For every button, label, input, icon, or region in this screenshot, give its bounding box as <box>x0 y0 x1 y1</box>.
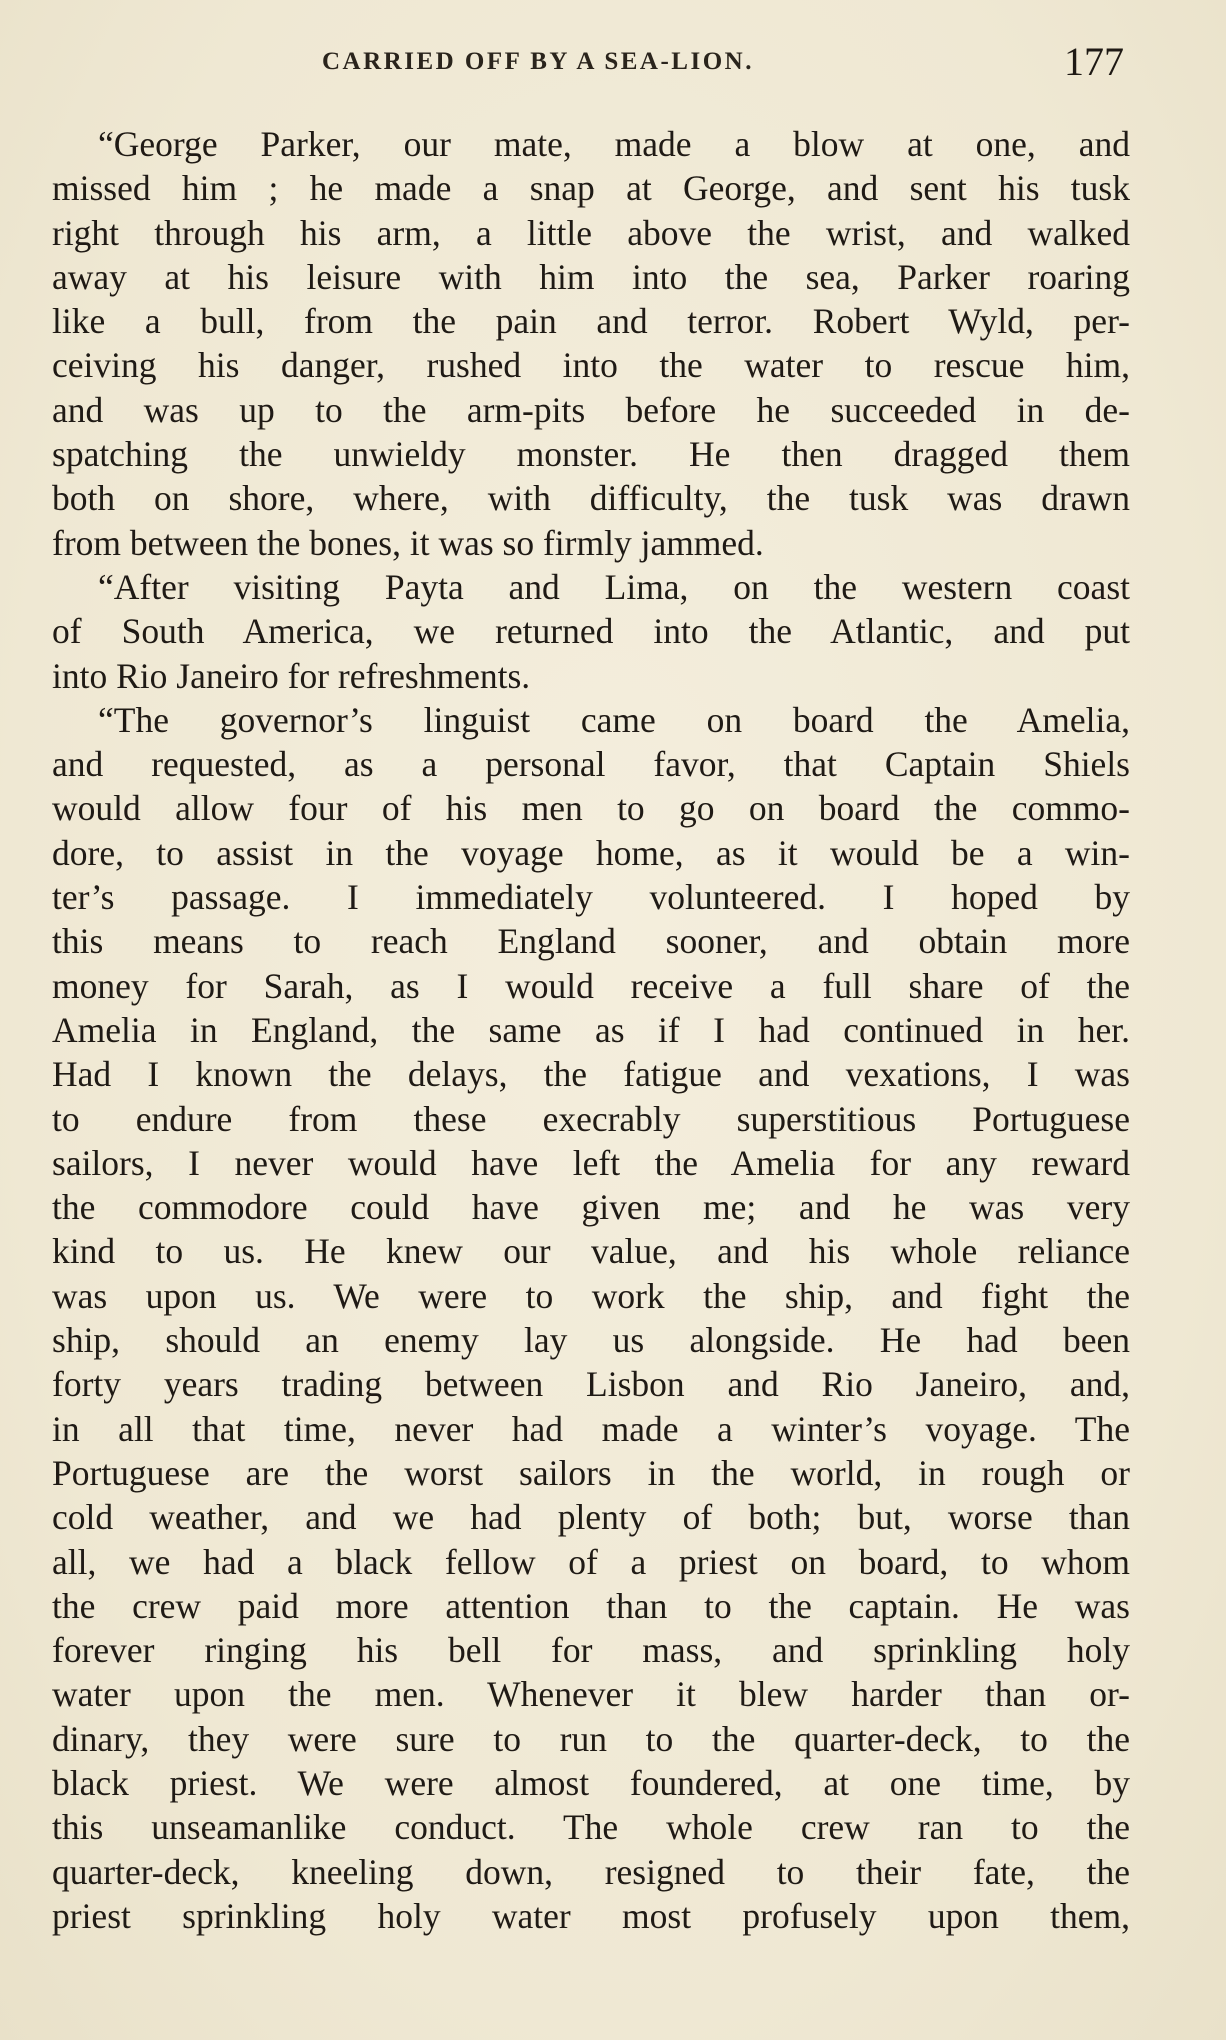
text-line: priest sprinkling holy water most profusely upon them, <box>52 1895 1130 1936</box>
running-head: CARRIED OFF BY A SEA-LION. <box>322 48 754 75</box>
text-line: Portuguese are the worst sailors in the world, in rough or <box>52 1452 1130 1493</box>
text-line: dinary, they were sure to run to the quarter-deck, to the <box>52 1718 1130 1759</box>
text-line: water upon the men. Whenever it blew harder than or- <box>52 1674 1130 1715</box>
text-line: of South America, we returned into the Atlantic, and put <box>52 611 1130 652</box>
text-line: the crew paid more attention than to the captain. He was <box>52 1585 1130 1626</box>
text-line: dore, to assist in the voyage home, as it would be a win- <box>52 832 1130 873</box>
text-line: both on shore, where, with difficulty, the tusk was drawn <box>52 478 1130 519</box>
text-line: and was up to the arm-pits before he succeeded in de- <box>52 389 1130 430</box>
text-line: right through his arm, a little above the wrist, and walked <box>52 212 1130 253</box>
text-line: forever ringing his bell for mass, and sprinkling holy <box>52 1630 1130 1671</box>
text-line: “The governor’s linguist came on board the Amelia, <box>98 699 1130 740</box>
text-line: and requested, as a personal favor, that Captain Shiels <box>52 744 1130 785</box>
page-number: 177 <box>1064 39 1124 84</box>
text-line: this means to reach England sooner, and obtain more <box>52 921 1130 962</box>
text-line: ship, should an enemy lay us alongside. He had been <box>52 1320 1130 1361</box>
text-line: in all that time, never had made a winter’s voyage. The <box>52 1408 1130 1449</box>
text-line: quarter-deck, kneeling down, resigned to their fate, the <box>52 1851 1130 1892</box>
text-line: this unseamanlike conduct. The whole crew ran to the <box>52 1807 1130 1848</box>
text-line: missed him ; he made a snap at George, and sent his tusk <box>52 168 1130 209</box>
text-line: spatching the unwieldy monster. He then dragged them <box>52 434 1130 475</box>
text-line: money for Sarah, as I would receive a full share of the <box>52 965 1130 1006</box>
text-line: into Rio Janeiro for refreshments. <box>52 655 531 696</box>
body-text <box>52 122 1130 1938</box>
text-line: all, we had a black fellow of a priest on board, to whom <box>52 1541 1130 1582</box>
text-line: cold weather, and we had plenty of both; but, worse than <box>52 1497 1130 1538</box>
text-line: was upon us. We were to work the ship, and fight the <box>52 1275 1130 1316</box>
text-line: away at his leisure with him into the sea, Parker roaring <box>52 256 1130 297</box>
text-line: “After visiting Payta and Lima, on the western coast <box>98 566 1130 607</box>
text-line: sailors, I never would have left the Amelia for any reward <box>52 1142 1130 1183</box>
text-line: forty years trading between Lisbon and Rio Janeiro, and, <box>52 1364 1130 1405</box>
page-header <box>52 39 1124 84</box>
text-line: Amelia in England, the same as if I had continued in her. <box>52 1009 1130 1050</box>
text-line: the commodore could have given me; and he was very <box>52 1187 1130 1228</box>
text-line: kind to us. He knew our value, and his whole reliance <box>52 1231 1130 1272</box>
text-line: “George Parker, our mate, made a blow at one, and <box>98 124 1130 164</box>
text-line: black priest. We were almost foundered, at one time, by <box>52 1762 1130 1803</box>
text-line: to endure from these execrably superstitious Portuguese <box>52 1098 1130 1139</box>
text-line: ceiving his danger, rushed into the water to rescue him, <box>52 345 1130 386</box>
text-line: from between the bones, it was so firmly jammed. <box>52 522 764 563</box>
text-line: ter’s passage. I immediately volunteered. I hoped by <box>52 877 1130 918</box>
text-line: would allow four of his men to go on board the commo- <box>52 788 1130 829</box>
text-line: like a bull, from the pain and terror. Robert Wyld, per- <box>52 301 1130 342</box>
text-line: Had I known the delays, the fatigue and vexations, I was <box>52 1054 1130 1095</box>
